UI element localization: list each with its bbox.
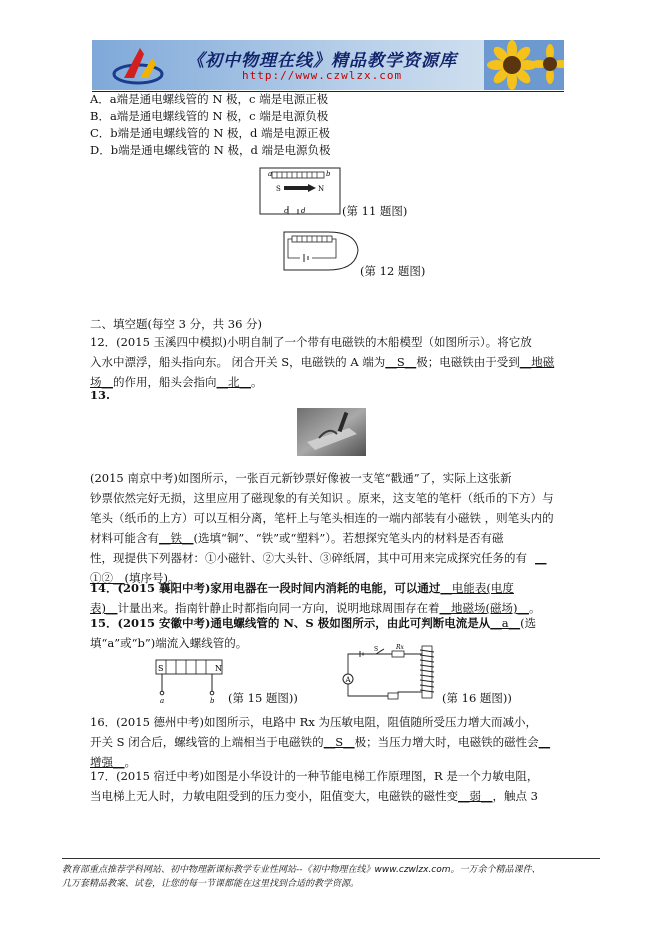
- fig11-label-a: a: [268, 170, 273, 178]
- fig11-label-n: N: [318, 185, 325, 193]
- site-logo: [110, 44, 170, 88]
- question-12: [90, 332, 584, 392]
- q12-answer-2: __地磁: [519, 355, 555, 369]
- question-15: [90, 613, 584, 653]
- figure-12-boat: [280, 228, 360, 274]
- q12-line-3: 场__的作用，船头会指向__北__。: [90, 375, 263, 389]
- fig11-label-s: S: [276, 185, 281, 193]
- figure-11-caption: (第 11 题图): [342, 204, 408, 218]
- figure-16-circuit: [338, 642, 442, 712]
- option-b: B．a端是通电螺线管的 N 极，c 端是电源负极: [90, 109, 329, 123]
- fig16-ammeter-label: A: [345, 676, 351, 684]
- footer-line-2: 几万套精品教案、试卷，让您的每一节课都能在这里找到合适的教学资源。: [62, 879, 360, 889]
- banner-url[interactable]: http://www.czwlzx.com: [242, 69, 403, 82]
- q16-answer-2-cont: 增强__: [90, 755, 125, 769]
- question-17: [90, 766, 584, 806]
- option-a: A．a端是通电螺线管的 N 极，c 端是电源正极: [90, 92, 329, 106]
- q12-answer-1: __S__: [385, 355, 417, 369]
- figure-12-caption: (第 12 题图): [360, 264, 426, 278]
- banner-title: 《初中物理在线》精品教学资源库: [187, 51, 457, 71]
- q13-answer-2-cont: ①②__: [90, 571, 125, 585]
- fig11-label-d: d: [301, 207, 306, 215]
- q16-answer-1: __S__: [323, 735, 355, 749]
- q16-line-1: 16．(2015 德州中考)如图所示，电路中 Rx 为压敏电阻，阻值随所受压力增大而减小，: [90, 715, 537, 729]
- figure-15-caption: (第 15 题图)): [228, 691, 298, 705]
- q13-line-3: 笔头（纸币的上方）可以互相分离，笔杆上与笔头相连的一端内部装有小磁铁 ，则笔头内的: [90, 511, 554, 525]
- fig15-label-s: S: [158, 664, 164, 673]
- option-c: C．b端是通电螺线管的 N 极，d 端是电源正极: [90, 126, 331, 140]
- q15-answer-1: __a__: [490, 616, 521, 630]
- figure-15-solenoid: [152, 656, 228, 704]
- q13-line-4: 材料可能含有__铁__(选填“铜”、“铁”或“塑料”）。若想探究笔头内的材料是否有磁: [90, 531, 504, 545]
- q13-line-5: 性，现提供下列器材：①小磁针、②大头针、③碎纸屑，其中可用来完成探究任务的有 __: [90, 551, 547, 565]
- sunflower-image: [484, 40, 564, 90]
- section-heading: 二、填空题(每空 3 分，共 36 分): [90, 317, 263, 331]
- question-13: [90, 468, 584, 588]
- fig11-label-b: b: [326, 170, 331, 178]
- question-16: [90, 712, 584, 772]
- q14-answer-1: __电能表(电度: [440, 581, 514, 595]
- footer-line-1: 教育部重点推荐学科网站、初中物理新课标教学专业性网站--《初中物理在线》www.czwlzx.com。一万余个精品课件、: [62, 865, 541, 875]
- fig16-switch-label: S: [374, 646, 379, 653]
- question-13-number: 13.: [90, 388, 111, 402]
- option-d: D．b端是通电螺线管的 N 极，d 端是电源负极: [90, 143, 331, 157]
- q12-line-2: 入水中漂浮，船头指向东。 闭合开关 S，电磁铁的 A 端为__S__极；电磁铁由于受到__地磁: [90, 355, 555, 369]
- q17-line-1: 17．(2015 宿迁中考)如图是小华设计的一种节能电梯工作原理图，R 是一个力敏电阻，: [90, 769, 539, 783]
- q14-line-1: 14．(2015 襄阳中考)家用电器在一段时间内消耗的电能，可以通过__电能表(电度: [90, 581, 514, 595]
- q16-line-3: 增强__。: [90, 755, 136, 769]
- q13-answer-1: __铁__: [159, 531, 194, 545]
- fig11-label-c: c: [284, 207, 288, 215]
- q15-line-1: 15．(2015 安徽中考)通电螺线管的 N、S 极如图所示，由此可判断电流是从__a__(选: [90, 616, 537, 630]
- q15-line-2: 填“a”或“b”)端流入螺线管的。: [90, 636, 248, 650]
- q13-answer-2: __: [535, 551, 547, 565]
- q14-answer-2: __地磁场(磁场)__: [439, 601, 529, 615]
- header-banner: [92, 40, 564, 90]
- q12-line-1: 12．(2015 玉溪四中模拟)小明自制了一个带有电磁铁的木船模型（如图所示）。将它放: [90, 335, 532, 349]
- fig15-label-a: a: [160, 697, 165, 704]
- q16-answer-2: __: [538, 735, 551, 749]
- q17-answer-1: __弱__: [458, 789, 493, 803]
- question-14: [90, 578, 584, 618]
- q14-line-2: 表)__计量出来。指南针静止时都指向同一方向，说明地球周围存在着__地磁场(磁场)__。: [90, 601, 541, 615]
- fig16-rx-label: Rx: [396, 644, 404, 651]
- q13-line-6: ①②__(填序号)。: [90, 571, 180, 585]
- q13-line-2: 钞票依然完好无损，这里应用了磁现象的有关知识 。原来，这支笔的笔杆（纸币的下方）与: [90, 491, 554, 505]
- q17-line-2: 当电梯上无人时，力敏电阻受到的压力变小，阻值变大，电磁铁的磁性变__弱__，触点 3: [90, 789, 538, 803]
- footer-rule: [62, 858, 600, 859]
- figure-13-photo: [297, 408, 366, 456]
- fig15-label-b: b: [210, 697, 215, 704]
- q13-line-1: (2015 南京中考)如图所示，一张百元新钞票好像被一支笔“戳通”了，实际上这张新: [90, 471, 512, 485]
- fig15-label-n: N: [215, 664, 222, 673]
- figure-11-diagram: [258, 166, 342, 216]
- q12-answer-3: __北__: [216, 375, 251, 389]
- q16-line-2: 开关 S 闭合后，螺线管的上端相当于电磁铁的__S__极；当压力增大时，电磁铁的磁性会__: [90, 735, 551, 749]
- figure-16-caption: (第 16 题图)): [442, 691, 512, 705]
